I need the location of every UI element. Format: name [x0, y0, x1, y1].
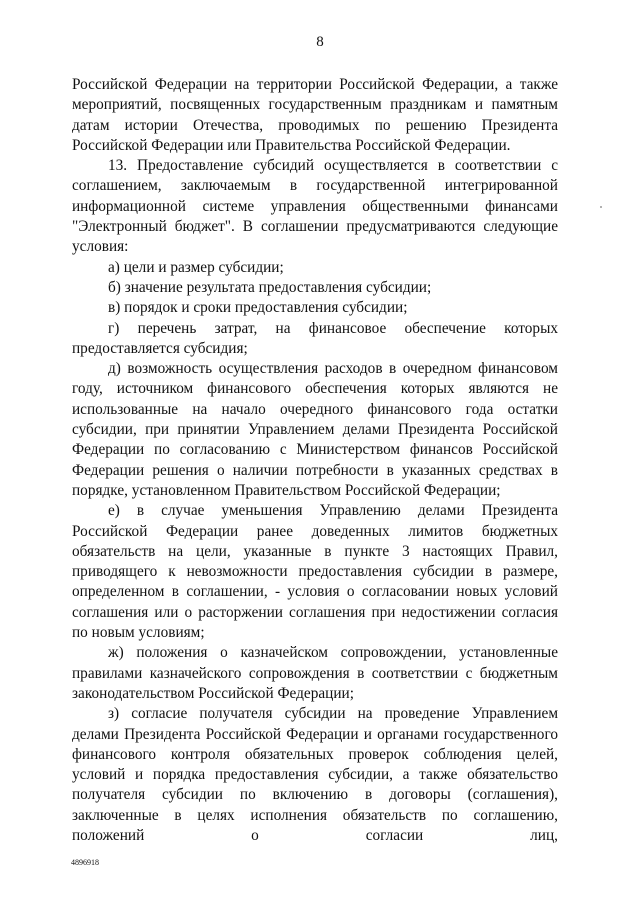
paragraph-13: 13. Предоставление субсидий осуществляется в соответствии с соглашением, заключаемым в государственной интегрированной информационной системе управления общественными финансами "Электронный бюджет". В соглашении предусматриваются следующие условия: [72, 157, 558, 256]
page-number: 8 [316, 34, 324, 50]
margin-mark [600, 206, 602, 208]
document-body [72, 75, 558, 846]
list-item-e: е) в случае уменьшения Управлению делами Президента Российской Федерации ранее доведенных лимитов бюджетных обязательств на цели, указанные в пункте 3 настоящих Правил, приводящего к невозможности предоставления субсидии в размере, определенном в соглашении, - условия о согласовании новых условий соглашения или о расторжении соглашения при недостижении согласия по новым условиям; [72, 502, 558, 642]
list-item-zh: ж) положения о казначейском сопровождении, установленные правилами казначейского сопровождения в соответствии с бюджетным законодательством Российской Федерации; [72, 644, 558, 702]
list-item-g: г) перечень затрат, на финансовое обеспечение которых предоставляется субсидия; [72, 319, 558, 357]
list-item-a: а) цели и размер субсидии; [108, 258, 284, 276]
list-item-b: б) значение результата предоставления субсидии; [108, 278, 432, 296]
list-item-v: в) порядок и сроки предоставления субсидии; [108, 299, 408, 317]
list-item-z: з) согласие получателя субсидии на проведение Управлением делами Президента Российской Федерации и органами государственного финансового контроля обязательных проверок соблюдения целей, условий и порядка предоставления субсидии, а также обязательство получателя субсидии по включению в договоры (соглашения), заключенные в целях исполнения обязательств по соглашению, положений о согласии лиц, [72, 705, 558, 844]
list-item-d: д) возможность осуществления расходов в очередном финансовом году, источником финансового обеспечения которых являются не использованные на начало очередного финансового года остатки субсидии, при принятии Управлением делами Президента Российской Федерации по согласованию с Министерством финансов Российской Федерации решения о наличии потребности в указанных средствах в порядке, установленном Правительством Российской Федерации; [72, 360, 558, 499]
document-id: 4896918 [71, 858, 99, 867]
paragraph-continuation: Российской Федерации на территории Российской Федерации, а также мероприятий, посвященных государственным праздникам и памятным датам истории Отечества, проводимых по решению Президента Российской Федерации или Правительства Российской Федерации. [72, 76, 558, 154]
